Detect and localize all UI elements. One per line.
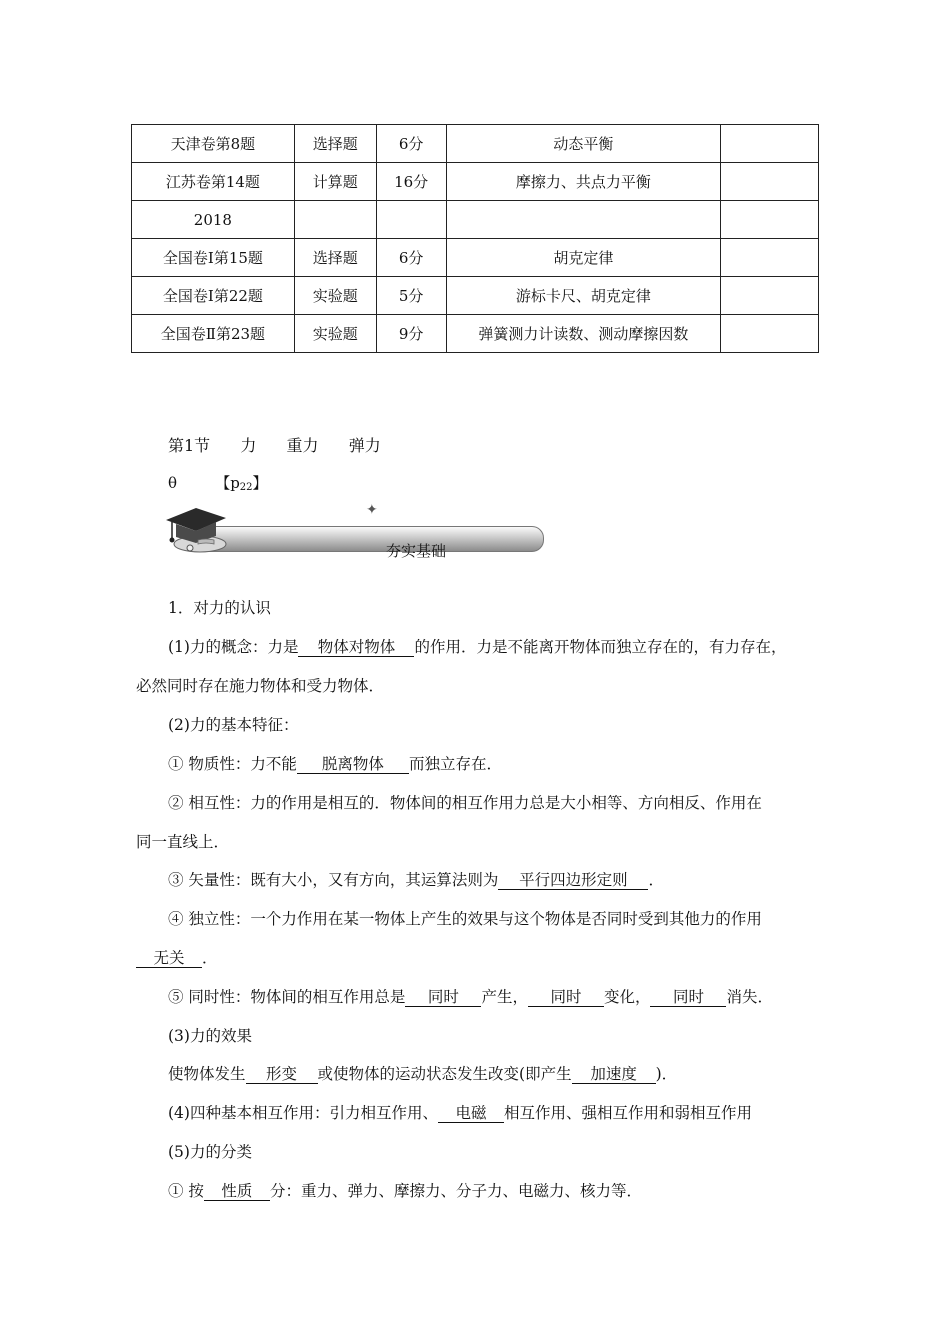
table-cell: 胡克定律 [446,239,721,277]
paragraph-vector: ③ 矢量性：既有大小，又有方向，其运算法则为 平行四边形定则 ． [168,871,664,889]
table-cell [446,201,721,239]
table-cell: 9分 [376,315,446,353]
paragraph-force-concept-cont: 必然同时存在施力物体和受力物体． [136,677,385,695]
table-cell: 2018 [132,201,295,239]
answer-blank: 电磁 [438,1104,504,1123]
table-cell: 选择题 [294,125,376,163]
paragraph-force-concept: (1)力的概念：力是 物体对物体 的作用．力是不能离开物体而独立存在的，有力存在， [168,638,787,656]
exam-table-body [132,125,819,353]
table-cell: 动态平衡 [446,125,721,163]
table-cell: 江苏卷第14题 [132,163,295,201]
table-row [132,125,819,163]
table-cell: 全国卷Ⅰ第22题 [132,277,295,315]
table-cell: 16分 [376,163,446,201]
answer-blank: 形变 [246,1065,318,1084]
table-cell [721,277,819,315]
table-cell: 摩擦力、共点力平衡 [446,163,721,201]
answer-blank: 物体对物体 [298,638,414,657]
ref-page-number: 22 [239,482,253,493]
table-cell: 计算题 [294,163,376,201]
graduation-cap-icon [160,500,230,560]
heading-force: 1．对力的认识 [168,599,271,617]
paragraph-classification-nature: ① 按 性质 分：重力、弹力、摩擦力、分子力、电磁力、核力等． [168,1182,642,1200]
table-cell [376,201,446,239]
table-cell [721,201,819,239]
table-cell [721,239,819,277]
section-title: 第1节 力 重力 弹力 [168,436,381,455]
table-cell [721,125,819,163]
table-cell: 弹簧测力计读数、测动摩擦因数 [446,315,721,353]
page-reference [168,472,268,493]
table-cell: 全国卷Ⅱ第23题 [132,315,295,353]
heading-force-classification: (5)力的分类 [168,1143,252,1161]
table-cell: 选择题 [294,239,376,277]
answer-blank: 性质 [204,1182,270,1201]
paragraph-force-effect: 使物体发生 形变 或使物体的运动状态发生改变(即产生 加速度 )． [168,1065,678,1083]
paragraph-simultaneity: ⑤ 同时性：物体间的相互作用总是 同时 产生， 同时 变化， 同时 消失． [168,988,773,1006]
table-cell: 5分 [376,277,446,315]
paragraph-independence: ④ 独立性：一个力作用在某一物体上产生的效果与这个物体是否同时受到其他力的作用 [168,910,762,928]
heading-force-effect: (3)力的效果 [168,1027,252,1045]
theta-marker: θ [168,474,178,492]
table-cell [721,315,819,353]
answer-blank: 平行四边形定则 [498,871,648,890]
banner-bar [204,526,544,552]
paragraph-mutuality-cont: 同一直线上． [136,833,230,851]
table-cell: 实验题 [294,315,376,353]
table-cell [294,201,376,239]
table-cell: 实验题 [294,277,376,315]
table-cell: 全国卷Ⅰ第15题 [132,239,295,277]
paragraph-materiality: ① 物质性：力不能 脱离物体 而独立存在． [168,755,502,773]
table-row [132,163,819,201]
table-row [132,315,819,353]
exam-table [131,124,819,353]
paragraph-basic-features: (2)力的基本特征： [168,716,299,734]
table-row [132,201,819,239]
table-row [132,239,819,277]
answer-blank: 无关 [136,949,202,968]
table-cell [721,163,819,201]
answer-blank: 加速度 [572,1065,656,1084]
ref-bracket-open: 【p [215,474,240,492]
ref-bracket-close: 】 [252,474,268,492]
answer-blank: 同时 [405,988,481,1007]
banner-label: 夯实基础 [386,542,447,560]
table-cell: 6分 [376,125,446,163]
answer-blank: 同时 [528,988,604,1007]
answer-blank: 同时 [650,988,726,1007]
sparkle-icon: ✦ [366,502,378,518]
paragraph-mutuality: ② 相互性：力的作用是相互的．物体间的相互作用力总是大小相等、方向相反、作用在 [168,794,762,812]
answer-blank: 脱离物体 [297,755,409,774]
paragraph-independence-cont: 无关 ． [136,946,218,968]
table-cell: 天津卷第8题 [132,125,295,163]
table-cell: 游标卡尺、胡克定律 [446,277,721,315]
table-cell: 6分 [376,239,446,277]
table-row [132,277,819,315]
paragraph-fundamental-interactions: (4)四种基本相互作用：引力相互作用、 电磁 相互作用、强相互作用和弱相互作用 [168,1104,752,1122]
